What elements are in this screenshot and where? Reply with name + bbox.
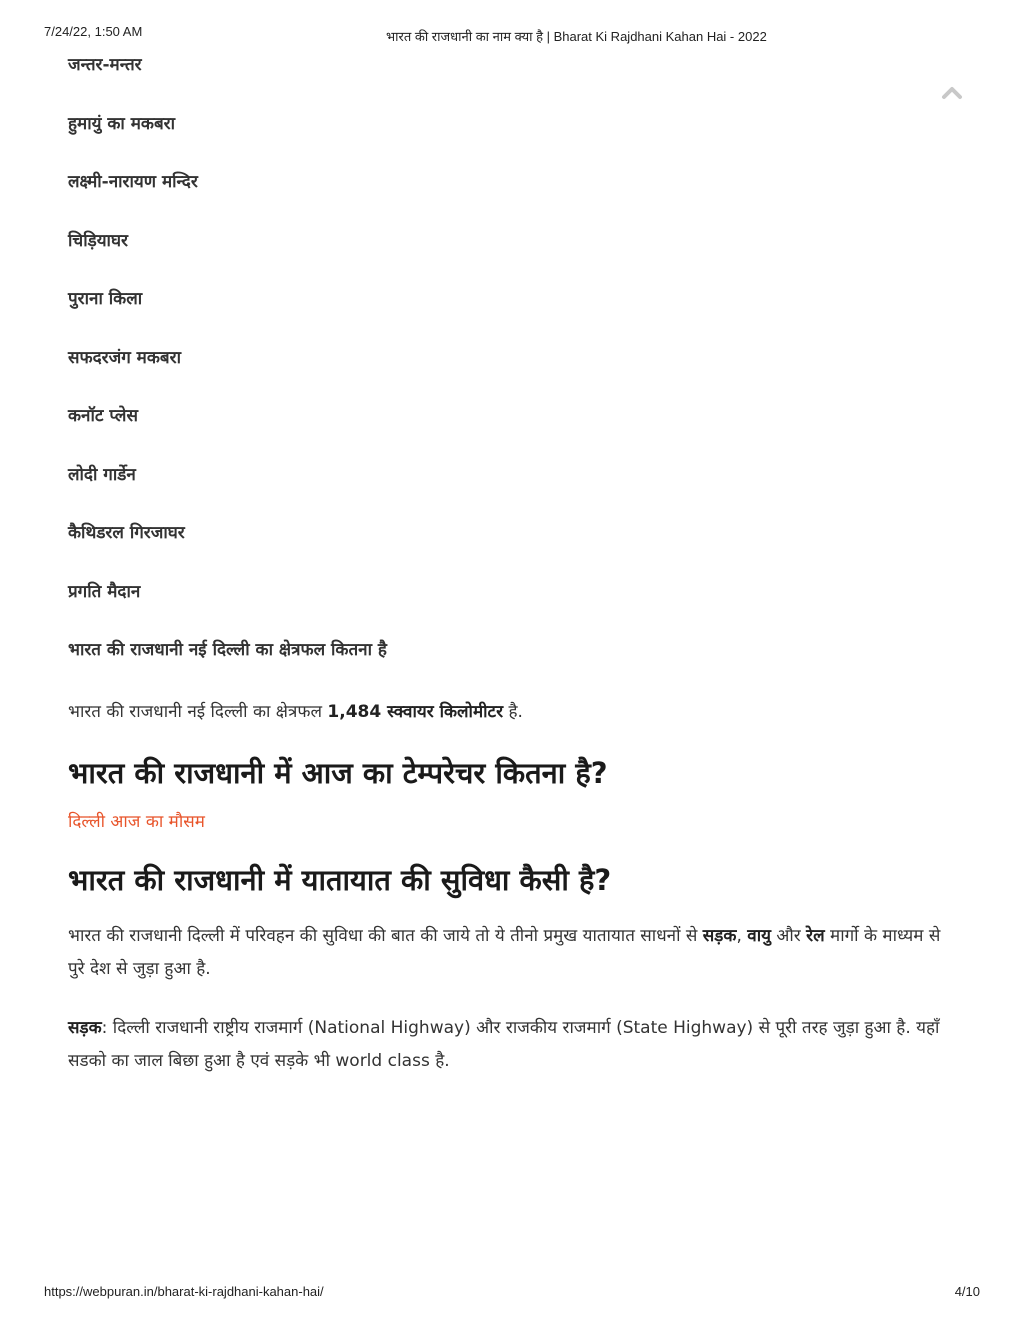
- list-item: कनॉट प्लेस: [68, 406, 138, 426]
- area-paragraph: भारत की राजधानी नई दिल्ली का क्षेत्रफल 1,484 स्क्वायर किलोमीटर है.: [68, 701, 523, 722]
- list-item: लक्ष्मी-नारायण मन्दिर: [68, 172, 198, 192]
- road-paragraph: सड़क: दिल्ली राजधानी राष्ट्रीय राजमार्ग (National Highway) और राजकीय राजमार्ग (State Highway) से पूरी तरह जुड़ा हुआ है. यहाँ सडको का जाल बिछा हुआ है एवं सड़के भी world class है.: [68, 1017, 940, 1071]
- air-mode: वायु: [747, 925, 771, 946]
- road-mode: सड़क: [702, 925, 737, 946]
- places-list: [68, 52, 958, 696]
- list-item: सफदरजंग मकबरा: [68, 347, 181, 368]
- list-item: जन्तर-मन्तर: [68, 55, 142, 75]
- print-url: https://webpuran.in/bharat-ki-rajdhani-kahan-hai/: [44, 1284, 324, 1299]
- list-item: चिड़ियाघर: [68, 230, 128, 251]
- area-subheading: भारत की राजधानी नई दिल्ली का क्षेत्रफल कितना है: [68, 640, 387, 660]
- print-datetime: 7/24/22, 1:50 AM: [44, 24, 143, 39]
- list-item: पुराना किला: [68, 289, 143, 309]
- road-label: सड़क: [68, 1017, 102, 1038]
- list-item: हुमायुं का मकबरा: [68, 113, 176, 134]
- article-content: [68, 52, 958, 1078]
- area-value: 1,484 स्क्वायर किलोमीटर: [327, 701, 504, 722]
- temperature-heading: भारत की राजधानी में आज का टेम्परेचर कितना है?: [68, 755, 608, 790]
- transport-heading: भारत की राजधानी में यातायात की सुविधा कैसी है?: [68, 862, 612, 897]
- list-item: प्रगति मैदान: [68, 581, 141, 602]
- transport-paragraph: भारत की राजधानी दिल्ली में परिवहन की सुविधा की बात की जाये तो ये तीनो प्रमुख यातायात साधनों से सड़क, वायु और रेल मार्गो के माध्यम से पुरे देश से जुड़ा हुआ है.: [68, 925, 941, 979]
- list-item: लोदी गार्डेन: [68, 464, 136, 485]
- list-item: कैथिडरल गिरजाघर: [68, 523, 185, 543]
- print-page-number: 4/10: [954, 1284, 980, 1299]
- weather-link[interactable]: दिल्ली आज का मौसम: [68, 811, 205, 832]
- print-page-title: भारत की राजधानी का नाम क्या है | Bharat Ki Rajdhani Kahan Hai - 2022: [386, 29, 767, 44]
- rail-mode: रेल: [806, 925, 825, 946]
